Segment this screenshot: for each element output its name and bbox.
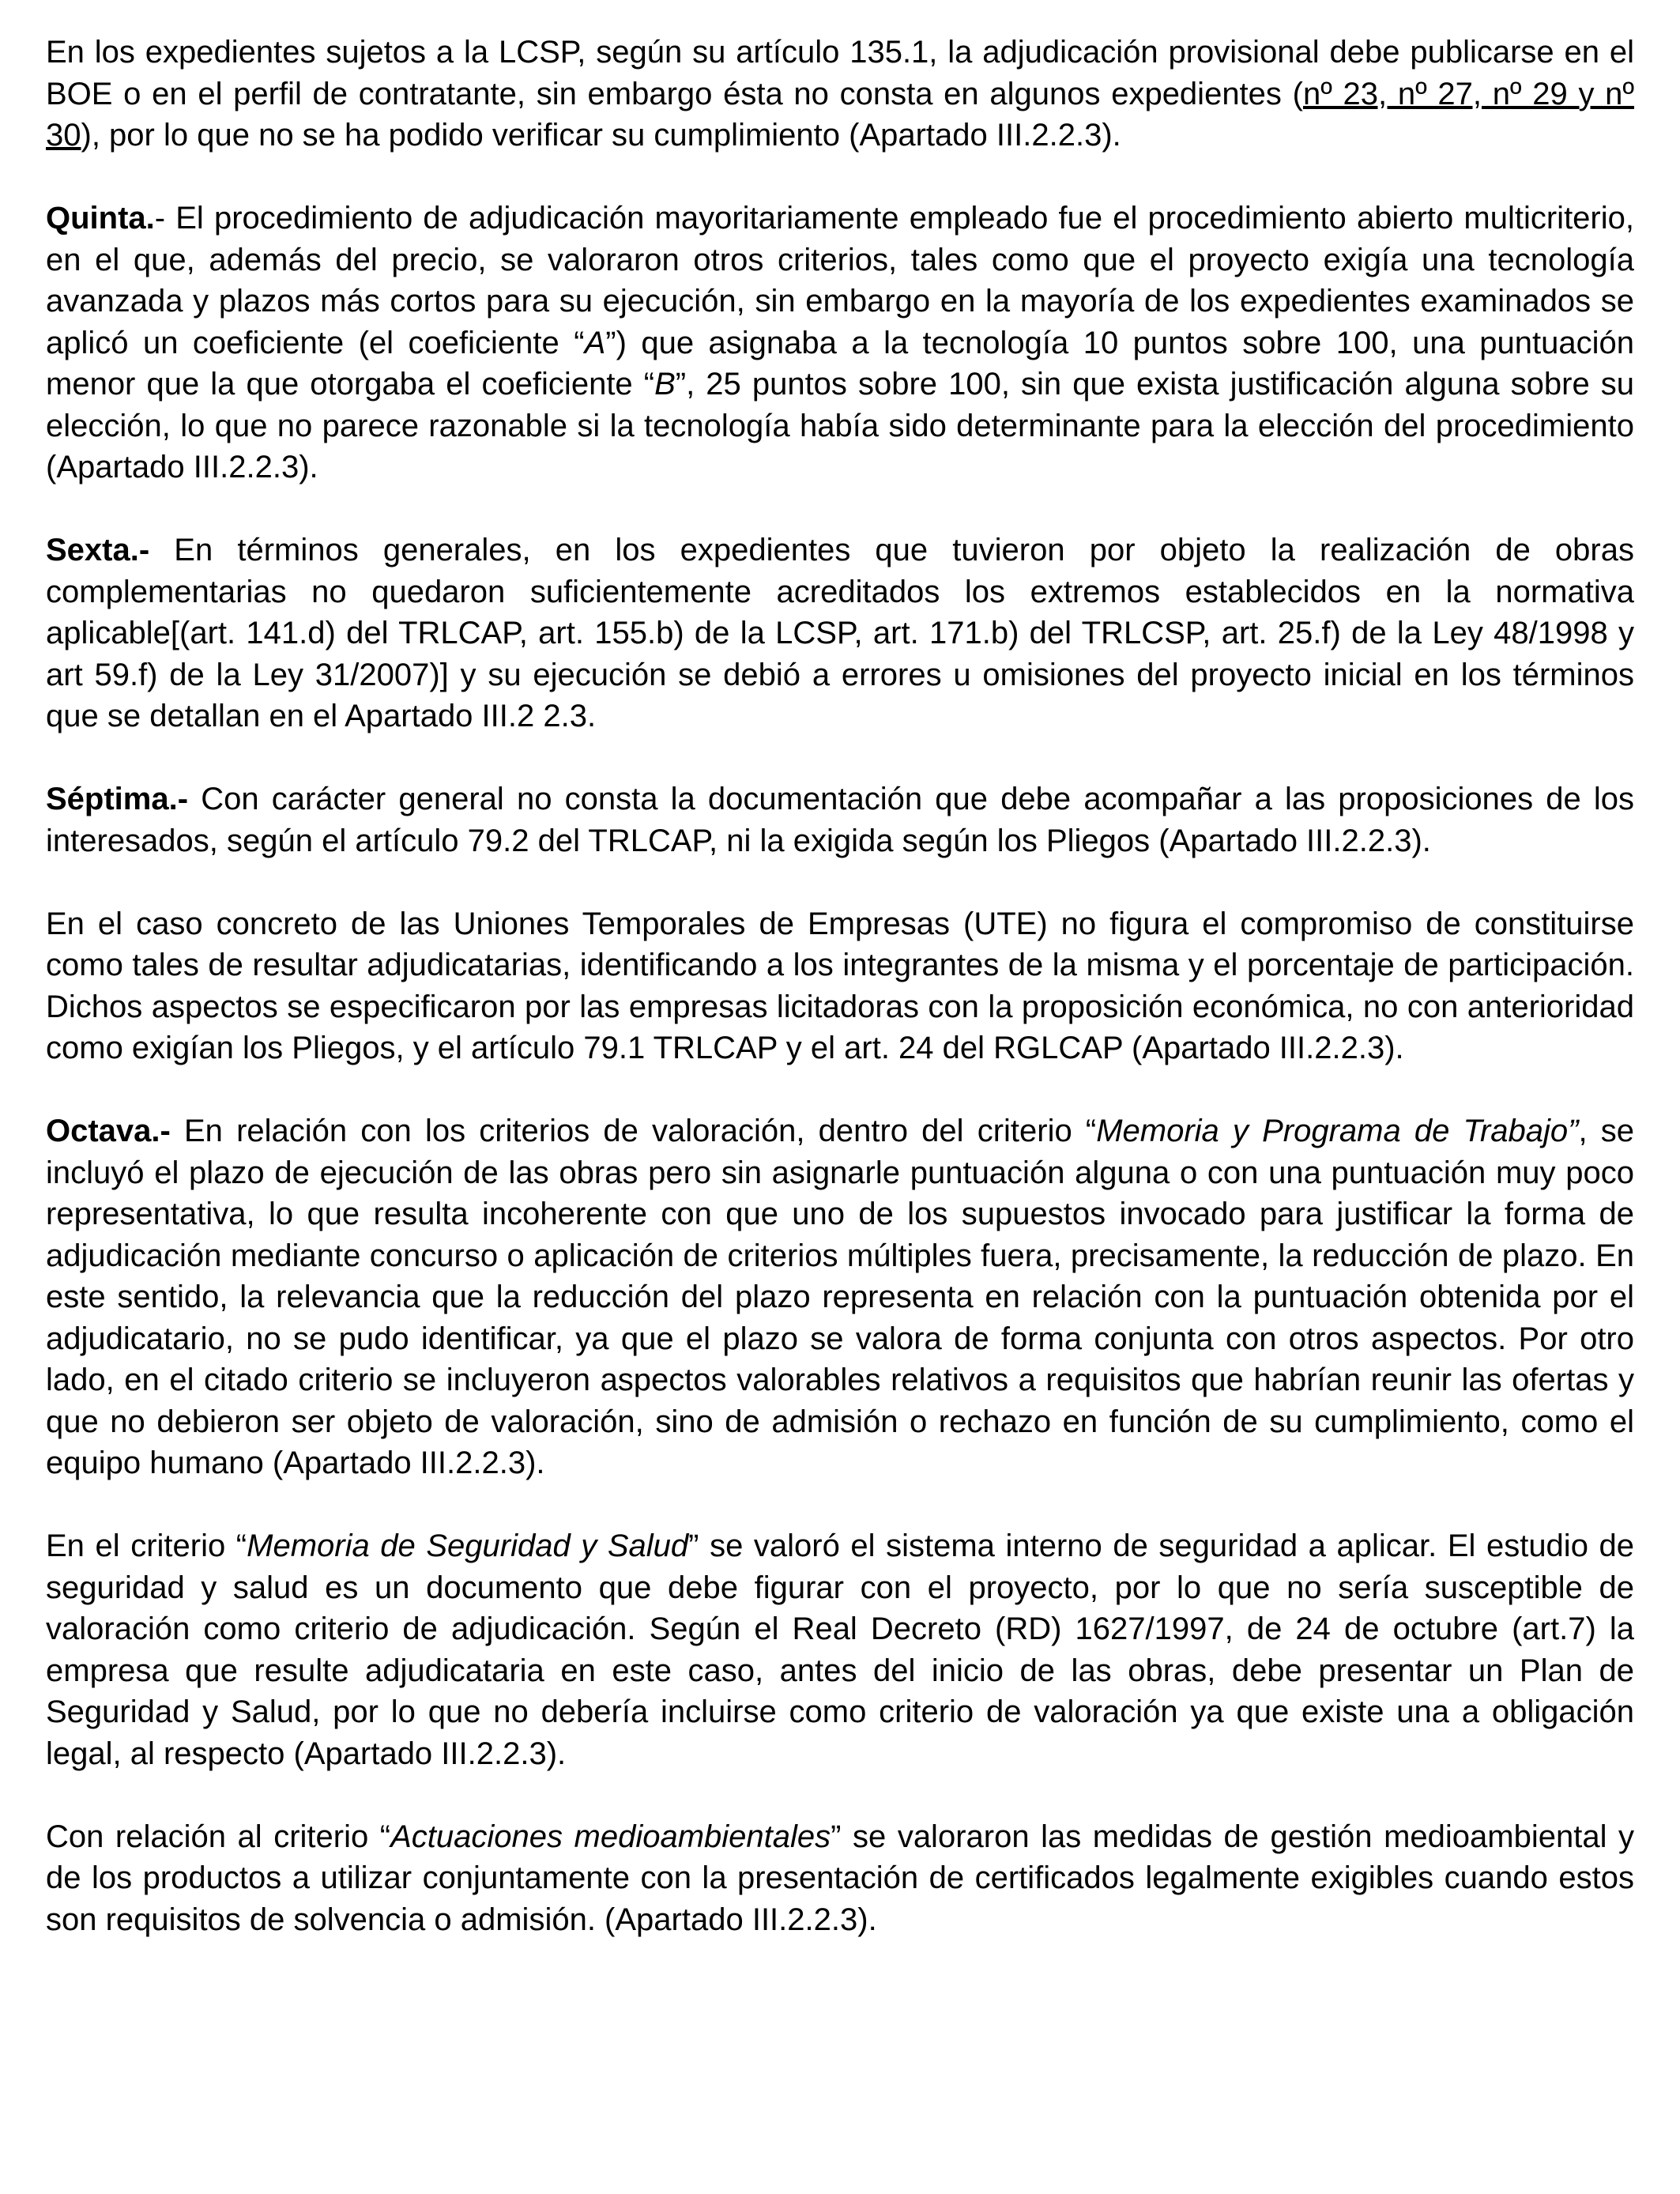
italic-memoria-seguridad: Memoria de Seguridad y Salud xyxy=(247,1529,689,1563)
paragraph-octava xyxy=(46,1110,1634,1484)
text-run: ” se valoró el sistema interno de seguridad a aplicar. El estudio de seguridad y salud es un documento que debe figurar con el proyecto, por lo que no sería susceptible de valoración como criterio de adjudicación. Según el Real Decreto (RD) 1627/1997, de 24 de octubre (art.7) la empresa que resulte adjudicataria en este caso, antes del inicio de las obras, debe presentar un Plan de Seguridad y Salud, por lo que no debería incluirse como criterio de valoración ya que existe una a obligación legal, al respecto (Apartado III.2.2.3). xyxy=(46,1529,1635,1771)
heading-septima: Séptima.- xyxy=(46,782,189,816)
underlined-expedientes: nº 23, nº 27, nº 29 y nº 30 xyxy=(46,76,1635,153)
italic-coeficiente-b: B xyxy=(654,367,676,401)
paragraph-adjudicacion-provisional xyxy=(46,32,1634,156)
paragraph-sexta xyxy=(46,530,1634,737)
paragraph-septima xyxy=(46,778,1634,861)
paragraph-seguridad-salud xyxy=(46,1525,1634,1774)
text-run: ), por lo que no se ha podido verificar su cumplimiento (Apartado III.2.2.3). xyxy=(81,118,1121,153)
italic-coeficiente-a: A xyxy=(584,325,606,360)
text-run: - El procedimiento de adjudicación mayoritariamente empleado fue el procedimiento abierto multicriterio, en el que, además del precio, se valoraron otros criterios, tales como que el proyecto exigía una tecnología avanzada y plazos más cortos para su ejecución, sin embargo en la mayoría de los expedientes examinados se aplicó un coeficiente (el coeficiente “ xyxy=(46,201,1634,360)
text-run: ” se valoraron las medidas de gestión medioambiental y de los productos a utilizar conjuntamente con la presentación de certificados legalmente exigibles cuando estos son requisitos de solvencia o admisión. (Apartado III.2.2.3). xyxy=(46,1819,1634,1937)
text-run: En términos generales, en los expedientes que tuvieron por objeto la realización de obras complementarias no quedaron suficientemente acreditados los extremos establecidos en la normativa aplicable[(art. 141.d) del TRLCAP, art. 155.b) de la LCSP, art. 171.b) del TRLCSP, art. 25.f) de la Ley 48/1998 y art 59.f) de la Ley 31/2007)] y su ejecución se debió a errores u omisiones del proyecto inicial en los términos que se detallan en el Apartado III.2 2.3. xyxy=(46,533,1634,733)
text-run: ”, 25 puntos sobre 100, sin que exista justificación alguna sobre su elección, lo que no parece razonable si la tecnología había sido determinante para la elección del procedimiento (Apartado III.2.2.3). xyxy=(46,367,1635,484)
text-run: En los expedientes sujetos a la LCSP, según su artículo 135.1, la adjudicación provisional debe publicarse en el BOE o en el perfil de contratante, sin embargo ésta no consta en algunos expedientes ( xyxy=(46,35,1634,111)
italic-memoria-programa: Memoria y Programa de Trabajo” xyxy=(1096,1114,1579,1148)
heading-quinta: Quinta. xyxy=(46,201,155,236)
paragraph-medioambientales xyxy=(46,1816,1634,1941)
paragraph-quinta xyxy=(46,198,1634,488)
text-run: En el criterio “ xyxy=(46,1529,247,1563)
text-run: ”) que asignaba a la tecnología 10 puntos sobre 100, una puntuación menor que la que otorgaba el coeficiente “ xyxy=(46,325,1635,401)
heading-sexta: Sexta.- xyxy=(46,533,150,567)
text-run: , se incluyó el plazo de ejecución de las obras pero sin asignarle puntuación alguna o con una puntuación muy poco representativa, lo que resulta incoherente con que uno de los supuestos invocado para justificar la forma de adjudicación mediante concurso o aplicación de criterios múltiples fuera, precisamente, la reducción de plazo. En este sentido, la relevancia que la reducción del plazo representa en relación con la puntuación obtenida por el adjudicatario, no se pudo identificar, ya que el plazo se valora de forma conjunta con otros aspectos. Por otro lado, en el citado criterio se incluyeron aspectos valorables relativos a requisitos que habrían reunir las ofertas y que no debieron ser objeto de valoración, sino de admisión o rechazo en función de su cumplimiento, como el equipo humano (Apartado III.2.2.3). xyxy=(46,1114,1634,1480)
heading-octava: Octava.- xyxy=(46,1114,171,1148)
document-body xyxy=(46,32,1634,1940)
paragraph-ute xyxy=(46,903,1634,1069)
text-run: Con relación al criterio “ xyxy=(46,1819,391,1854)
italic-actuaciones-medioambientales: Actuaciones medioambientales xyxy=(390,1819,831,1854)
text-run: En el caso concreto de las Uniones Temporales de Empresas (UTE) no figura el compromiso de constituirse como tales de resultar adjudicatarias, identificando a los integrantes de la misma y el porcentaje de participación. Dichos aspectos se especificaron por las empresas licitadoras con la proposición económica, no con anterioridad como exigían los Pliegos, y el artículo 79.1 TRLCAP y el art. 24 del RGLCAP (Apartado III.2.2.3). xyxy=(46,906,1634,1065)
text-run: Con carácter general no consta la documentación que debe acompañar a las proposiciones de los interesados, según el artículo 79.2 del TRLCAP, ni la exigida según los Pliegos (Apartado III.2.2.3). xyxy=(46,782,1634,858)
text-run: En relación con los criterios de valoración, dentro del criterio “ xyxy=(170,1114,1097,1148)
